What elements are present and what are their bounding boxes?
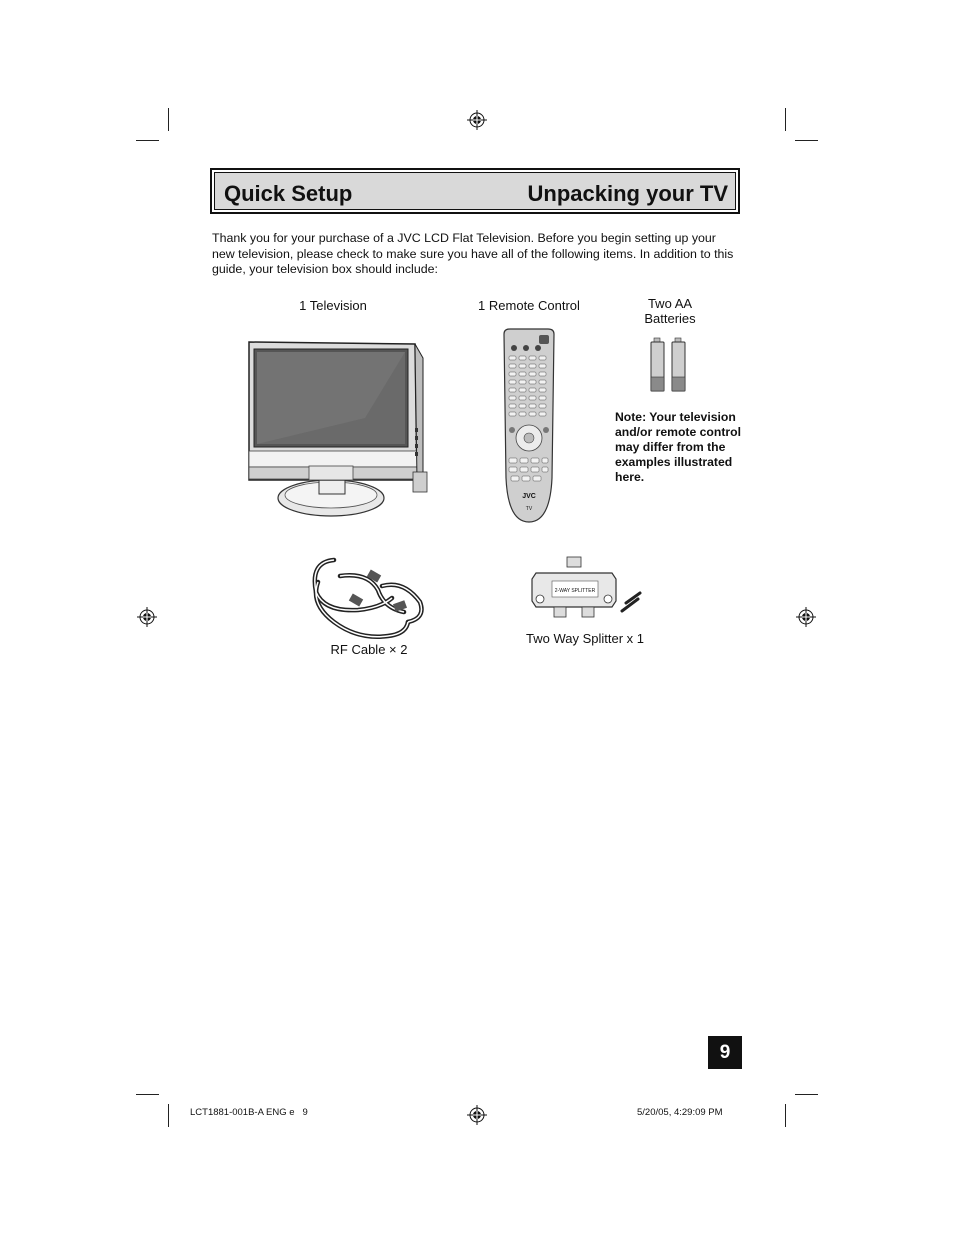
television-label: 1 Television bbox=[299, 298, 367, 313]
crop-mark bbox=[168, 108, 169, 131]
crop-mark bbox=[168, 1104, 169, 1127]
television-illustration bbox=[245, 338, 430, 520]
intro-paragraph: Thank you for your purchase of a JVC LCD Flat Television. Before you begin setting up your new television, please check to make sure you have all of the following items. In addition to this guide, your television box should include: bbox=[212, 231, 734, 276]
note-text: Note: Your television and/or remote control may differ from the examples illustrated here. bbox=[615, 410, 741, 484]
header-title-right: Unpacking your TV bbox=[527, 181, 728, 206]
registration-mark-icon bbox=[137, 607, 157, 627]
aa-batteries-illustration bbox=[648, 337, 690, 393]
remote-mode-text: TV bbox=[525, 506, 533, 512]
crop-mark bbox=[136, 140, 159, 141]
remote-brand-text: JVC bbox=[522, 493, 536, 500]
crop-mark bbox=[785, 108, 786, 131]
splitter-label-text: 2-WAY SPLITTER bbox=[554, 588, 596, 594]
section-header bbox=[210, 168, 740, 214]
footer-right: 5/20/05, 4:29:09 PM bbox=[637, 1107, 723, 1118]
remote-label: 1 Remote Control bbox=[478, 298, 580, 313]
crop-mark bbox=[785, 1104, 786, 1127]
registration-mark-icon bbox=[467, 110, 487, 130]
registration-mark-icon bbox=[796, 607, 816, 627]
rf-cable-illustration bbox=[308, 552, 430, 644]
registration-mark-icon bbox=[467, 1105, 487, 1125]
remote-control-illustration bbox=[500, 328, 558, 524]
crop-mark bbox=[795, 140, 818, 141]
header-title-left: Quick Setup bbox=[224, 181, 353, 206]
crop-mark bbox=[136, 1094, 159, 1095]
rf-cable-label: RF Cable × 2 bbox=[330, 642, 408, 657]
batteries-label-line2: Batteries bbox=[644, 311, 696, 326]
crop-mark bbox=[795, 1094, 818, 1095]
page-number: 9 bbox=[708, 1036, 742, 1069]
batteries-label-line1: Two AA bbox=[647, 296, 693, 311]
footer-left: LCT1881-001B-A ENG e 9 bbox=[190, 1107, 308, 1118]
two-way-splitter-illustration bbox=[530, 555, 645, 620]
splitter-label: Two Way Splitter x 1 bbox=[526, 631, 644, 646]
